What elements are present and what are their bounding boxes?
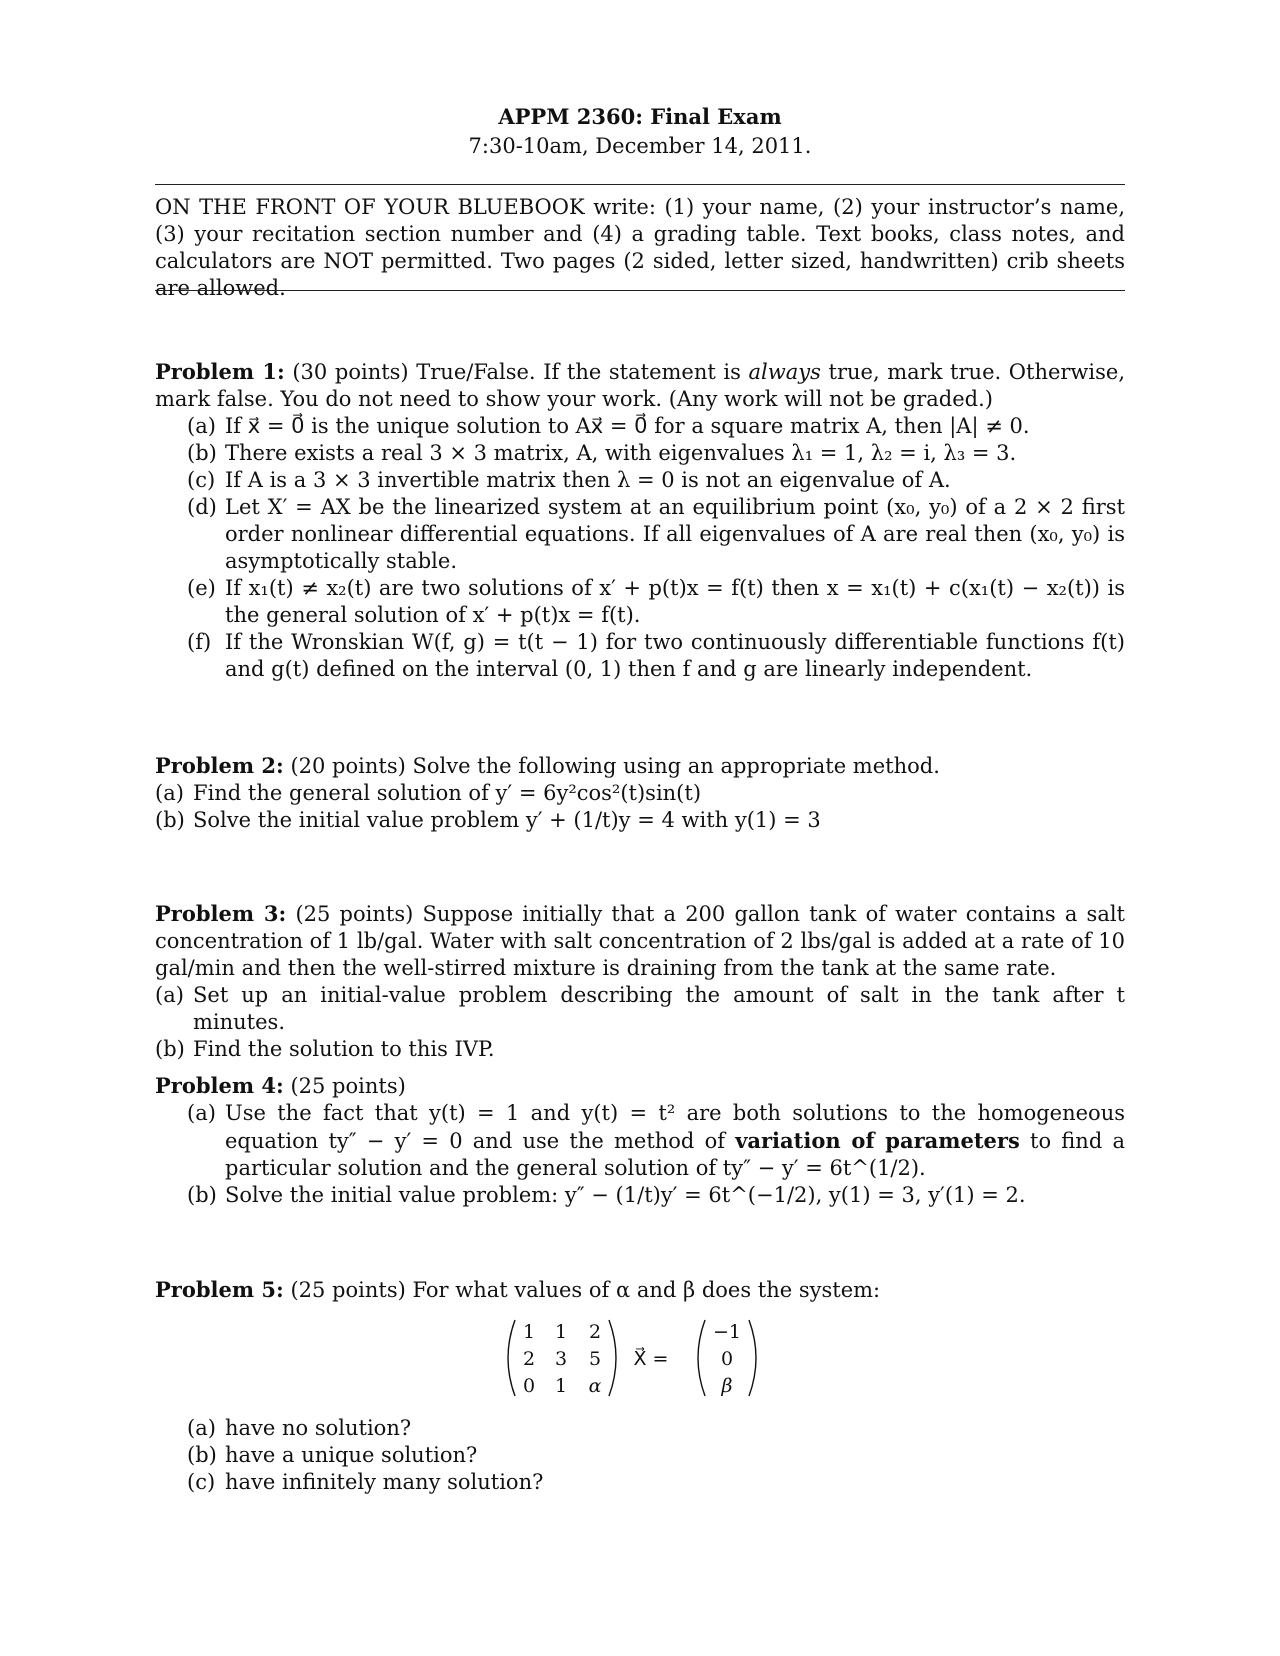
item-text: If the Wronskian W(f, g) = t(t − 1) for two continuously differentiable functions f(t) and g(t) defined on the interval (0, 1) then f and g are linearly independent. <box>225 630 1125 681</box>
problem-5-items <box>187 1415 787 1496</box>
item-label: (a) <box>187 1416 216 1440</box>
item-text: Let X′ = AX be the linearized system at an equilibrium point (x₀, y₀) of a 2 × 2 first order nonlinear differential equations. If all eigenvalues of A are real then (x₀, y₀) is asymptotically stable. <box>225 495 1125 573</box>
matrix-cell: 2 <box>522 1348 536 1370</box>
list-item <box>155 1036 1125 1063</box>
problem-2-heading: Problem 2: <box>155 753 284 778</box>
item-label: (b) <box>155 1037 185 1061</box>
item-text: If x⃗ = 0⃗ is the unique solution to Ax⃗ = 0⃗ for a square matrix A, then |A| ≠ 0. <box>225 414 1030 438</box>
item-label: (c) <box>187 1470 216 1494</box>
item-text: Find the solution to this IVP. <box>193 1037 495 1061</box>
item-label: (c) <box>187 468 216 492</box>
matrix-equation <box>505 1318 765 1398</box>
item-text: have infinitely many solution? <box>225 1470 544 1494</box>
problem-4-heading: Problem 4: <box>155 1073 284 1098</box>
item-text: There exists a real 3 × 3 matrix, A, with eigenvalues λ₁ = 1, λ₂ = i, λ₃ = 3. <box>225 441 1017 465</box>
list-item <box>187 413 1125 440</box>
problem-4-intro <box>155 1072 1125 1100</box>
item-label: (a) <box>187 1101 216 1125</box>
problem-1 <box>155 358 1125 683</box>
problem-1-heading: Problem 1: <box>155 359 285 384</box>
item-label: (d) <box>187 495 217 519</box>
matrix-cell: 1 <box>554 1321 568 1343</box>
rhs-right-paren <box>749 1320 756 1396</box>
item-text: have no solution? <box>225 1416 412 1440</box>
item-text: have a unique solution? <box>225 1443 478 1467</box>
rhs-left-paren <box>698 1320 705 1396</box>
problem-4-intro-text: (25 points) <box>290 1074 406 1098</box>
list-item <box>187 1469 787 1496</box>
list-item <box>155 807 1125 834</box>
list-item <box>187 1100 1125 1182</box>
list-item <box>187 1182 1125 1209</box>
exam-title: APPM 2360: Final Exam <box>498 104 782 129</box>
item-label: (a) <box>155 983 184 1007</box>
item-text: Solve the initial value problem y′ + (1/t)y = 4 with y(1) = 3 <box>193 808 821 832</box>
matrix-left-paren <box>508 1320 515 1396</box>
list-item <box>187 575 1125 629</box>
problem-3-items <box>155 982 1125 1063</box>
list-item <box>187 467 1125 494</box>
rhs-cell: 0 <box>720 1348 734 1370</box>
problem-5 <box>155 1276 1125 1304</box>
item-text: Find the general solution of y′ = 6y²cos²(t)sin(t) <box>193 781 702 805</box>
top-divider <box>155 184 1125 185</box>
item-label: (a) <box>155 781 184 805</box>
problem-5-intro <box>155 1276 1125 1304</box>
matrix-right-paren <box>609 1320 616 1396</box>
list-item <box>187 1442 787 1469</box>
problem-2-intro <box>155 752 1125 780</box>
rhs-cell: −1 <box>712 1321 742 1343</box>
matrix-cell: 2 <box>588 1321 602 1343</box>
list-item <box>187 629 1125 683</box>
item-label: (b) <box>155 808 185 832</box>
problem-1-intro-text: (30 points) True/False. If the statement is <box>292 360 749 384</box>
item-text: If A is a 3 × 3 invertible matrix then λ = 0 is not an eigenvalue of A. <box>225 468 951 492</box>
list-item <box>187 440 1125 467</box>
problem-3-heading: Problem 3: <box>155 901 287 926</box>
problem-3 <box>155 900 1125 1063</box>
matrix-cell: 0 <box>522 1375 536 1397</box>
problem-1-items <box>155 413 1125 683</box>
list-item <box>155 982 1125 1036</box>
item-text-bold: variation of parameters <box>735 1128 1020 1153</box>
list-item <box>155 780 1125 807</box>
exam-date: 7:30-10am, December 14, 2011. <box>468 134 812 158</box>
problem-5-intro-text: (25 points) For what values of α and β does the system: <box>290 1278 881 1302</box>
problem-2 <box>155 752 1125 834</box>
item-label: (f) <box>187 630 212 654</box>
problem-1-intro <box>155 358 1125 413</box>
item-label: (e) <box>187 576 216 600</box>
problem-3-intro <box>155 900 1125 982</box>
list-item <box>187 494 1125 575</box>
item-label: (b) <box>187 441 217 465</box>
vector-label: X⃗ = <box>633 1348 669 1370</box>
problem-4 <box>155 1072 1125 1209</box>
problem-3-intro-text: (25 points) Suppose initially that a 200 gallon tank of water contains a salt concentration of 1 lb/gal. Water with salt concentration of 2 lbs/gal is added at a rate of 10 gal/min and then the well-stirred mixture is draining from the tank at the same rate. <box>155 902 1125 980</box>
item-text: If x₁(t) ≠ x₂(t) are two solutions of x′ + p(t)x = f(t) then x = x₁(t) + c(x₁(t) − x₂(t)) is the general solution of x′ + p(t)x = f(t). <box>225 576 1125 627</box>
matrix-cell: 1 <box>554 1375 568 1397</box>
instructions: ON THE FRONT OF YOUR BLUEBOOK write: (1) your name, (2) your instructor’s name, (3) your recitation section number and (4) a grading table. Text books, class notes, and calculators are NOT permitted. Two pages (2 sided, letter sized, handwritten) crib sheets are allowed. <box>155 195 1125 300</box>
problem-5-heading: Problem 5: <box>155 1277 284 1302</box>
problem-4-items <box>155 1100 1125 1209</box>
problem-1-intro-text-2: true, mark true. Otherwise, mark false. You do not need to show your work. (Any work will not be graded.) <box>155 360 1126 411</box>
matrix-cell: α <box>588 1375 602 1397</box>
matrix-cell: 5 <box>588 1348 602 1370</box>
item-text-part: Use the fact that y(t) = 1 and y(t) = t² are both solutions to the homogeneous equation ty″ − y′ = 0 and use the method of <box>225 1101 1125 1153</box>
item-text: Set up an initial-value problem describing the amount of salt in the tank after t minutes. <box>193 983 1125 1034</box>
item-label: (b) <box>187 1183 217 1207</box>
rhs-cell: β <box>721 1375 733 1397</box>
list-item <box>187 1415 787 1442</box>
item-label: (a) <box>187 414 216 438</box>
matrix-cell: 1 <box>522 1321 536 1343</box>
matrix-cell: 3 <box>554 1348 568 1370</box>
item-text <box>225 1100 1125 1182</box>
problem-1-intro-emphasis: always <box>748 360 821 384</box>
item-label: (b) <box>187 1443 217 1467</box>
bottom-divider <box>155 290 1125 291</box>
problem-2-items <box>155 780 1125 834</box>
item-text: Solve the initial value problem: y″ − (1/t)y′ = 6t^(−1/2), y(1) = 3, y′(1) = 2. <box>225 1183 1026 1207</box>
problem-2-intro-text: (20 points) Solve the following using an appropriate method. <box>290 754 940 778</box>
item-text-part: to find a particular solution and the general solution of ty″ − y′ = 6t^(1/2). <box>225 1129 1125 1180</box>
